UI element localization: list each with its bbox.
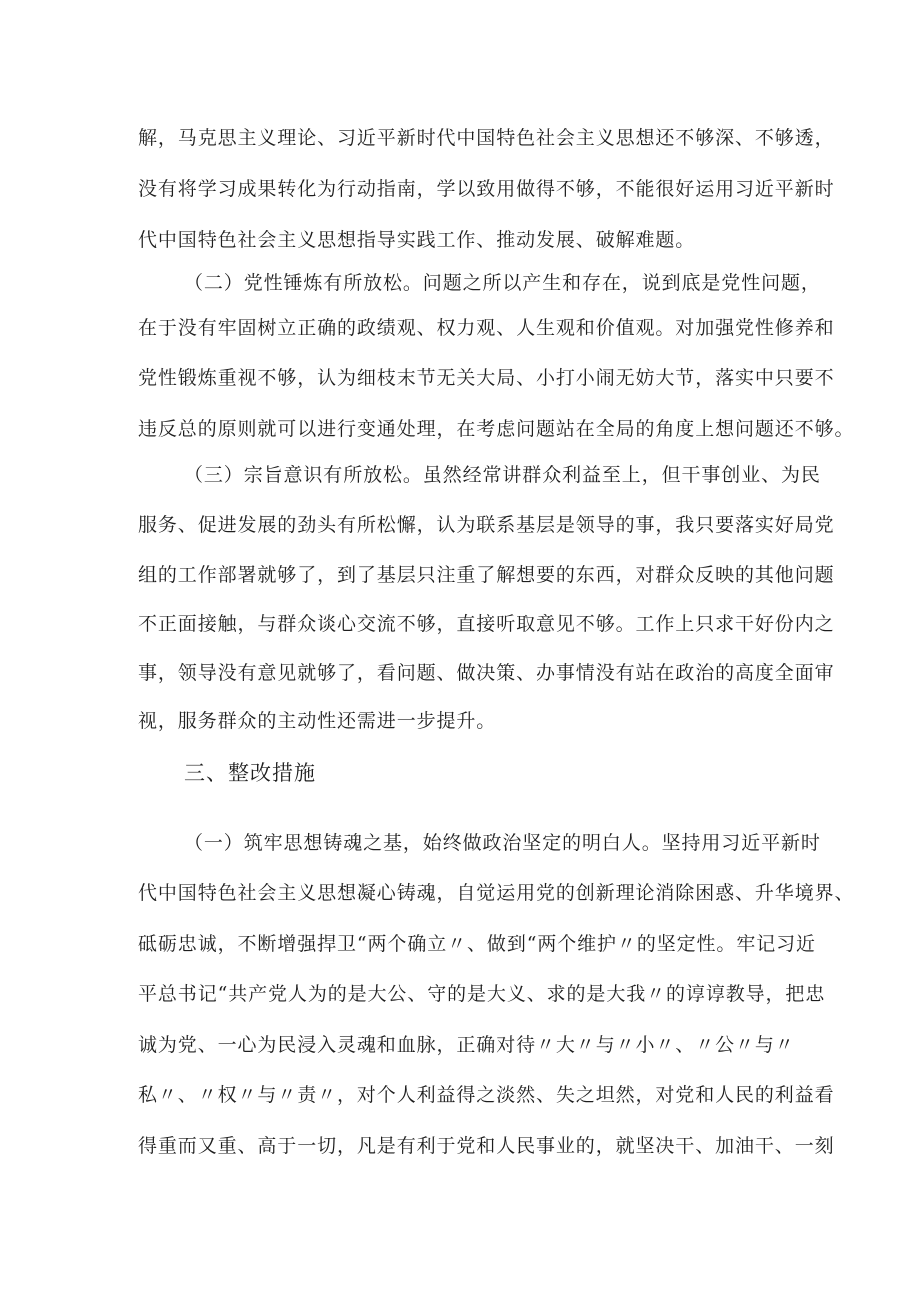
text-line: 平总书记“共产党人为的是大公、守的是大义、求的是大我〃的谆谆教导，把忠 bbox=[138, 983, 826, 1005]
text-line: 不正面接触，与群众谈心交流不够，直接听取意见不够。工作上只求干好份内之 bbox=[138, 613, 835, 635]
text-line: （一）筑牢思想铸魂之基，始终做政治坚定的明白人。坚持用习近平新时 bbox=[184, 832, 821, 854]
text-line: 得重而又重、高于一切，凡是有利于党和人民事业的，就坚决干、加油干、一刻 bbox=[138, 1135, 835, 1157]
text-line: 没有将学习成果转化为行动指南，学以致用做得不够，不能很好运用习近平新时 bbox=[138, 178, 835, 200]
text-line: 诚为党、一心为民浸入灵魂和血脉，正确对待〃大〃与〃小〃、〃公〃与〃 bbox=[138, 1034, 795, 1056]
text-line: 违反总的原则就可以进行变通处理，在考虑问题站在全局的角度上想问题还不够。 bbox=[138, 418, 855, 440]
text-line: 组的工作部署就够了，到了基层只注重了解想要的东西，对群众反映的其他问题 bbox=[138, 564, 835, 586]
text-line: 视，服务群众的主动性还需进一步提升。 bbox=[138, 710, 497, 732]
text-line: 私〃、〃权〃与〃责〃，对个人利益得之淡然、失之坦然，对党和人民的利益看 bbox=[138, 1084, 835, 1106]
text-line: 代中国特色社会主义思想凝心铸魂，自觉运用党的创新理论消除困惑、升华境界、 bbox=[138, 882, 855, 904]
text-line: 砥砺忠诚，不断增强捍卫“两个确立〃、做到“两个维护〃的坚定性。牢记习近 bbox=[138, 933, 816, 955]
text-line: 事，领导没有意见就够了，看问题、做决策、办事情没有站在政治的高度全面审 bbox=[138, 662, 835, 684]
text-line: 代中国特色社会主义思想指导实践工作、推动发展、破解难题。 bbox=[138, 229, 696, 251]
text-line: 服务、促进发展的劲头有所松懈，认为联系基层是领导的事，我只要落实好局党 bbox=[138, 514, 835, 536]
text-line: 在于没有牢固树立正确的政绩观、权力观、人生观和价值观。对加强党性修养和 bbox=[138, 317, 835, 339]
text-line: 党性锻炼重视不够，认为细枝末节无关大局、小打小闹无妨大节，落实中只要不 bbox=[138, 367, 835, 389]
text-line: 解，马克思主义理论、习近平新时代中国特色社会主义思想还不够深、不够透， bbox=[138, 127, 835, 149]
text-line: （二）党性锤炼有所放松。问题之所以产生和存在，说到底是党性问题， bbox=[184, 272, 821, 294]
text-line: （三）宗旨意识有所放松。虽然经常讲群众利益至上，但干事创业、为民 bbox=[184, 464, 821, 486]
section-heading: 三、整改措施 bbox=[184, 761, 316, 785]
